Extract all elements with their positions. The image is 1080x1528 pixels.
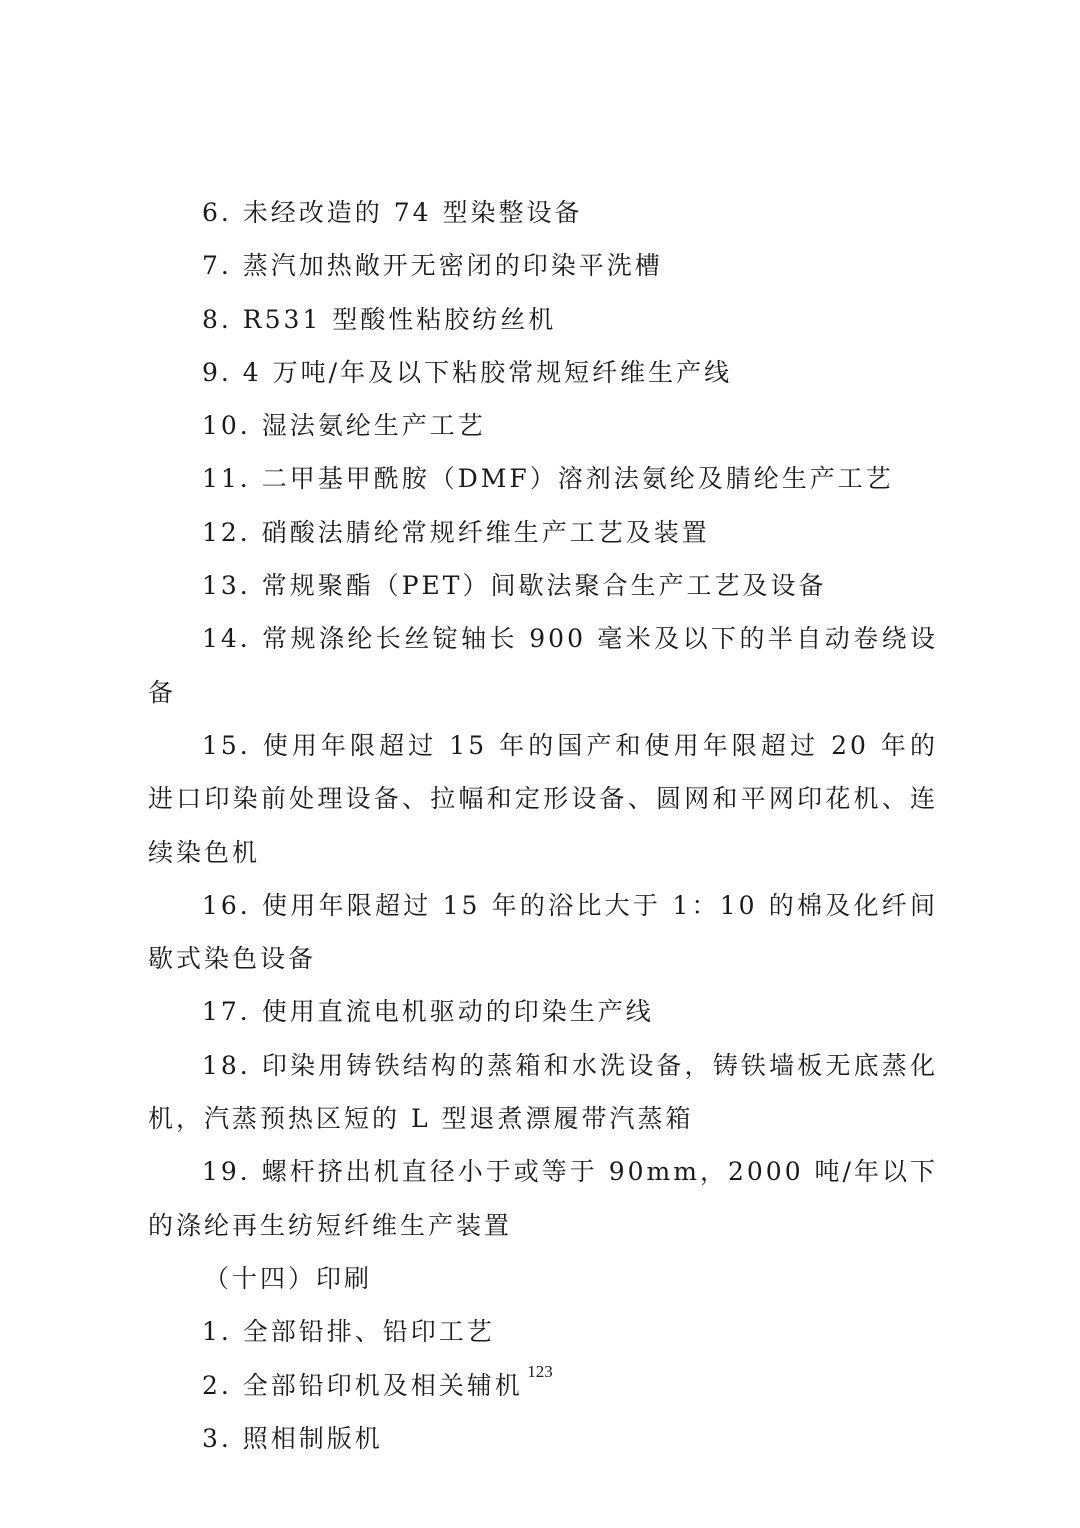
list-item: 15. 使用年限超过 15 年的国产和使用年限超过 20 年的进口印染前处理设备、拉幅和定形设备、圆网和平网印花机、连续染色机 — [148, 730, 938, 867]
list-item: 16. 使用年限超过 15 年的浴比大于 1：10 的棉及化纤间歇式染色设备 — [148, 890, 938, 974]
list-item: 6. 未经改造的 74 型染整设备 — [202, 198, 583, 227]
list-item: 3. 照相制版机 — [202, 1423, 383, 1453]
list-item: 1. 全部铅排、铅印工艺 — [202, 1317, 495, 1347]
list-item: 8. R531 型酸性粘胶纺丝机 — [202, 304, 557, 334]
section-heading: （十四）印刷 — [204, 1263, 373, 1293]
page-number: 123 — [527, 1362, 553, 1381]
list-item: 17. 使用直流电机驱动的印染生产线 — [202, 997, 654, 1027]
list-item: 12. 硝酸法腈纶常规纤维生产工艺及装置 — [202, 517, 710, 547]
list-item: 2. 全部铅印机及相关辅机 — [202, 1370, 523, 1400]
list-item: 19. 螺杆挤出机直径小于或等于 90mm，2000 吨/年以下的涤纶再生纺短纤维生产装置 — [148, 1157, 938, 1240]
list-item: 14. 常规涤纶长丝锭轴长 900 毫米及以下的半自动卷绕设备 — [148, 624, 938, 707]
list-item: 18. 印染用铸铁结构的蒸箱和水洗设备，铸铁墙板无底蒸化机，汽蒸预热区短的 L 型退煮漂履带汽蒸箱 — [148, 1050, 938, 1134]
list-item: 10. 湿法氨纶生产工艺 — [202, 411, 486, 441]
list-item: 7. 蒸汽加热敞开无密闭的印染平洗槽 — [202, 251, 663, 281]
list-item: 9. 4 万吨/年及以下粘胶常规短纤维生产线 — [202, 357, 733, 387]
list-item: 11. 二甲基甲酰胺（DMF）溶剂法氨纶及腈纶生产工艺 — [202, 464, 894, 494]
list-item: 13. 常规聚酯（PET）间歇法聚合生产工艺及设备 — [202, 571, 827, 601]
document-body — [148, 186, 938, 1465]
